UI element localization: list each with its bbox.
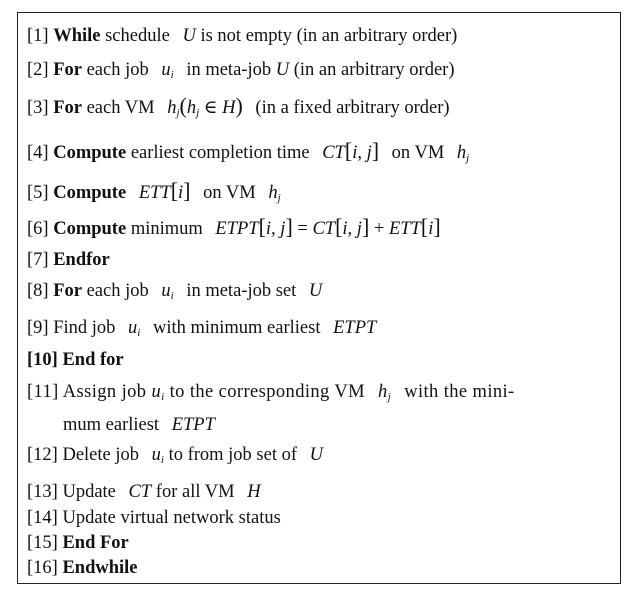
text: Update (62, 482, 116, 502)
math-bracket: ] (183, 178, 191, 203)
text: with the mini- (404, 382, 515, 402)
text: in meta-job set (186, 281, 297, 301)
algo-line-16 (27, 557, 138, 579)
math-var: h (268, 183, 278, 203)
math-var: h (456, 143, 467, 163)
line-number: [7] (27, 250, 49, 270)
math-bracket: [ (420, 214, 429, 239)
math-sub: i (160, 454, 164, 466)
math-var: U (309, 445, 324, 465)
text: is not empty (in an arbitrary order) (200, 26, 458, 46)
math-var: h (186, 98, 197, 118)
math-var: u (151, 445, 161, 465)
algo-line-3 (27, 95, 450, 124)
text: each job (86, 281, 149, 301)
text: (in a fixed arbitrary order) (255, 98, 450, 118)
math-var: i (428, 219, 434, 239)
line-number: [10] (27, 350, 58, 370)
keyword: Compute (53, 219, 127, 239)
algo-line-7 (27, 249, 110, 271)
keyword: For (53, 281, 82, 301)
algo-line-1 (27, 25, 457, 47)
keyword: Compute (53, 183, 127, 203)
math-sub: j (466, 152, 470, 164)
keyword: For (53, 98, 82, 118)
math-var: ETPT (171, 415, 215, 435)
line-number: [1] (27, 26, 49, 46)
algo-line-8 (27, 280, 322, 307)
text: each job (86, 60, 149, 80)
line-number: [2] (27, 60, 49, 80)
algo-line-10 (27, 349, 124, 371)
text: Update virtual network status (62, 508, 281, 528)
math-var: u (151, 382, 162, 402)
line-number: [4] (27, 143, 49, 163)
keyword: While (53, 26, 101, 46)
math-expr: ∈ H (203, 98, 236, 118)
text: for all VM (155, 482, 235, 502)
math-op: + (373, 219, 385, 239)
math-sub: i (170, 69, 174, 81)
line-number: [15] (27, 533, 58, 553)
text: mum earliest (63, 415, 160, 435)
math-var: u (128, 318, 138, 338)
line-number: [9] (27, 318, 49, 338)
line-number: [14] (27, 508, 58, 528)
math-sub: i (161, 391, 165, 403)
math-var: CT (322, 143, 345, 163)
math-bracket: ] (433, 214, 441, 239)
math-paren: ( (179, 93, 187, 118)
math-sub: i (170, 290, 174, 302)
keyword: Compute (53, 143, 127, 163)
algo-line-9 (27, 317, 376, 344)
math-bracket: [ (335, 214, 343, 239)
algo-line-15 (27, 532, 129, 554)
math-sub: j (176, 107, 180, 119)
text: Assign job (62, 382, 147, 402)
algo-line-6 (27, 216, 441, 240)
keyword: End For (62, 533, 129, 553)
math-var: i, j (352, 143, 372, 163)
text: each VM (86, 98, 155, 118)
math-var: u (161, 60, 171, 80)
keyword: For (53, 60, 82, 80)
algo-line-4 (27, 140, 469, 169)
text: schedule (105, 26, 170, 46)
text: earliest completion time (130, 143, 310, 163)
text: to the corresponding VM (169, 382, 365, 402)
math-var: CT (128, 482, 152, 502)
line-number: [12] (27, 445, 58, 465)
algo-line-12 (27, 444, 323, 471)
text: Delete job (62, 445, 139, 465)
algo-line-11-cont (63, 414, 215, 436)
math-var: ETPT (215, 219, 259, 239)
math-var: ETT (388, 219, 421, 239)
math-sub: j (277, 192, 281, 204)
text: (in an arbitrary order) (293, 60, 455, 80)
text: minimum (130, 219, 203, 239)
line-number: [11] (27, 382, 59, 402)
math-bracket: [ (344, 138, 353, 163)
line-number: [16] (27, 558, 58, 578)
line-number: [13] (27, 482, 58, 502)
math-var: i, j (342, 219, 362, 239)
math-bracket: ] (285, 214, 293, 239)
algo-line-5 (27, 180, 281, 209)
text: on VM (203, 183, 256, 203)
math-var: CT (312, 219, 336, 239)
keyword: End for (62, 350, 124, 370)
math-sub: j (387, 391, 392, 403)
text: in meta-job (186, 60, 272, 80)
math-var: i, j (265, 219, 286, 239)
math-var: h (167, 98, 177, 118)
text: to from job set of (168, 445, 298, 465)
math-var: H (247, 482, 261, 502)
text: Find job (53, 318, 116, 338)
math-bracket: ] (371, 138, 380, 163)
math-bracket: [ (170, 178, 179, 203)
line-number: [5] (27, 183, 49, 203)
math-paren: ) (235, 93, 243, 118)
math-var: i (178, 183, 184, 203)
math-var: U (182, 26, 196, 46)
keyword: Endwhile (62, 558, 138, 578)
math-bracket: ] (361, 214, 370, 239)
line-number: [6] (27, 219, 49, 239)
algo-line-13 (27, 481, 261, 503)
keyword: Endfor (53, 250, 110, 270)
text: with minimum earliest (152, 318, 321, 338)
math-var: U (308, 281, 323, 301)
math-var: h (378, 382, 388, 402)
algo-line-2 (27, 59, 454, 86)
math-sub: i (137, 327, 141, 339)
math-sub: j (196, 107, 200, 119)
math-var: ETT (138, 183, 171, 203)
line-number: [8] (27, 281, 49, 301)
math-var: U (275, 60, 290, 80)
algo-line-14 (27, 507, 281, 529)
math-var: ETPT (333, 318, 377, 338)
math-bracket: [ (258, 214, 266, 239)
math-var: u (161, 281, 171, 301)
text: on VM (391, 143, 445, 163)
line-number: [3] (27, 98, 49, 118)
algo-line-11 (27, 381, 515, 408)
math-op: = (297, 219, 308, 239)
